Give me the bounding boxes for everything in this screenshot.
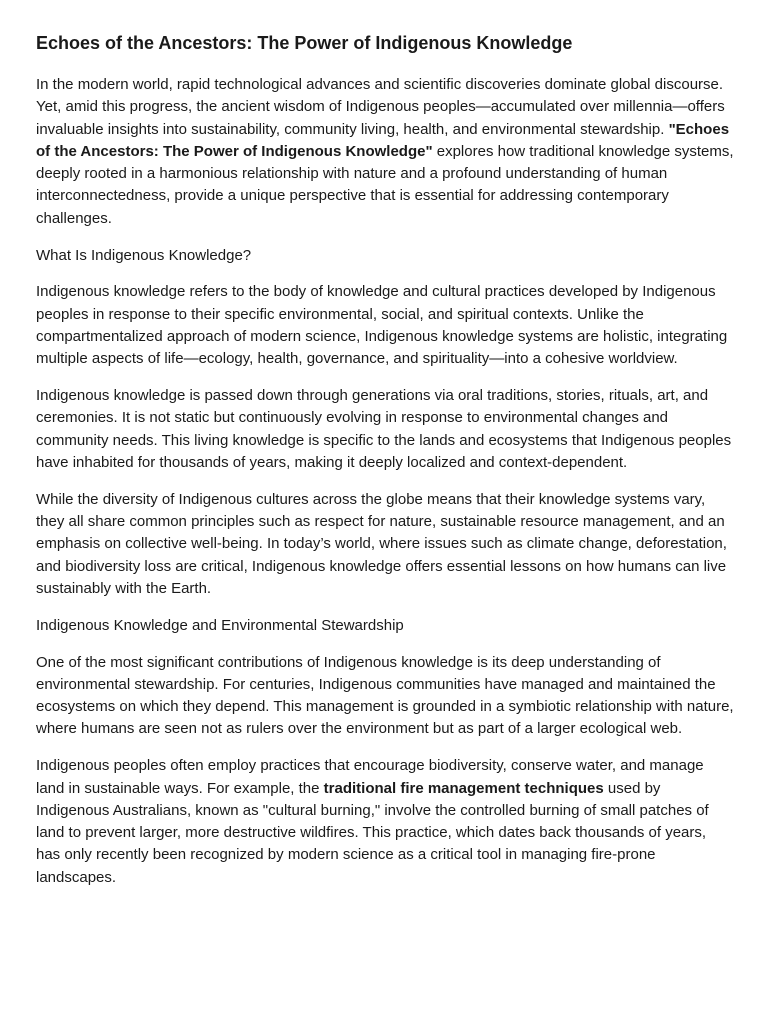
definition-paragraph: Indigenous knowledge refers to the body of knowledge and cultural practices developed by Indigenous peoples in response to their specific environmental, social, and spiritual contexts. Unlike the compartmentalized approach of modern science, Indigenous knowledge systems are holistic, integrating multiple aspects of life—ecology, health, governance, and spirituality—into a cohesive worldview.: [36, 283, 728, 368]
fire-management-paragraph: [36, 755, 734, 889]
section-heading-what-is: What Is Indigenous Knowledge?: [36, 246, 252, 264]
section-heading-stewardship: Indigenous Knowledge and Environmental Stewardship: [36, 616, 404, 634]
diversity-paragraph: While the diversity of Indigenous cultures across the globe means that their knowledge systems vary, they all share common principles such as respect for nature, sustainable resource management, and an emphasis on collective well-being. In today’s world, where issues such as climate change, deforestation, and biodiversity loss are critical, Indigenous knowledge offers essential lessons on how humans can live sustainably with the Earth.: [36, 490, 727, 597]
transmission-paragraph: Indigenous knowledge is passed down through generations via oral traditions, stories, rituals, art, and ceremonies. It is not static but continuously evolving in response to environmental changes and community needs. This living knowledge is specific to the lands and ecosystems that Indigenous peoples have inhabited for thousands of years, making it deeply localized and context-dependent.: [36, 387, 732, 471]
intro-bold-title: "Echoes of the Ancestors: The Power of Indigenous Knowledge": [36, 120, 730, 160]
fire-bold-phrase: traditional fire management techniques: [323, 779, 604, 797]
intro-text-start: In the modern world, rapid technological advances and scientific discoveries dominate global discourse. Yet, amid this progress, the ancient wisdom of Indigenous peoples—accumulated over millennia—offers invaluable insights into sustainability, community living, health, and environmental stewardship.: [36, 76, 725, 138]
intro-paragraph: [36, 74, 734, 230]
fire-text-start: Indigenous peoples often employ practices that encourage biodiversity, conserve water, and manage land in sustainable ways. For example, the: [36, 757, 704, 797]
fire-text-end: used by Indigenous Australians, known as "cultural burning," involve the controlled burning of small patches of land to prevent larger, more destructive wildfires. This practice, which dates back thousands of years, has only recently been recognized by modern science as a critical tool in managing fire-prone landscapes.: [36, 779, 709, 886]
stewardship-paragraph: One of the most significant contributions of Indigenous knowledge is its deep understanding of environmental stewardship. For centuries, Indigenous communities have managed and maintained the ecosystems on which they depend. This management is grounded in a symbiotic relationship with nature, where humans are seen not as rulers over the environment but as part of a larger ecological web.: [36, 653, 734, 738]
document-title: Echoes of the Ancestors: The Power of Indigenous Knowledge: [36, 33, 573, 53]
intro-text-end: explores how traditional knowledge systems, deeply rooted in a harmonious relationship with nature and a profound understanding of human interconnectedness, provide a unique perspective that is essential for addressing contemporary challenges.: [36, 142, 734, 227]
